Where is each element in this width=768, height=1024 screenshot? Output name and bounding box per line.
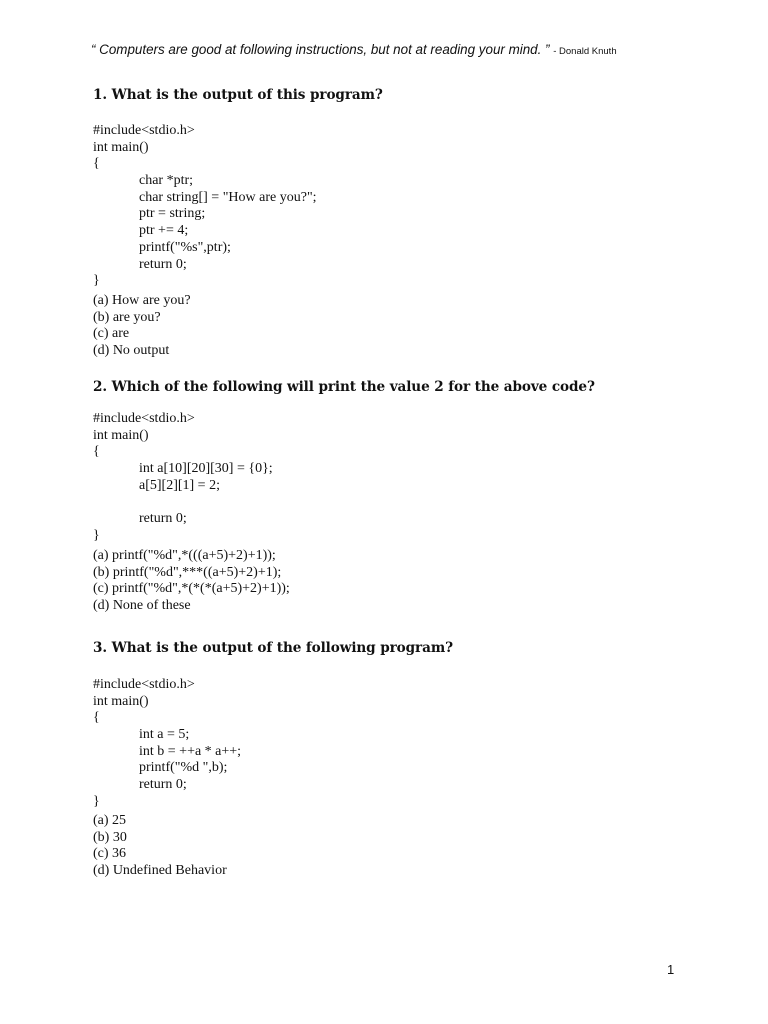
code-line: int a[10][20][30] = {0}; <box>139 461 273 477</box>
code-line: return 0; <box>139 777 187 793</box>
quote-text: “ Computers are good at following instructions, but not at reading your mind. ” <box>91 42 550 57</box>
option-a: (a) 25 <box>93 813 127 828</box>
option-c: (c) are <box>93 326 130 342</box>
code-line: { <box>93 156 100 172</box>
question-2-options <box>93 548 290 615</box>
epigraph-quote <box>91 42 731 57</box>
code-line: int main() <box>93 427 149 443</box>
code-line: #include<stdio.h> <box>93 123 195 138</box>
code-line: { <box>93 710 100 726</box>
code-line: } <box>93 273 100 289</box>
code-line: return 0; <box>139 511 187 527</box>
code-line: char string[] = "How are you?"; <box>139 189 317 205</box>
code-line: #include<stdio.h> <box>93 677 195 692</box>
question-3-options <box>93 813 227 880</box>
code-line: } <box>93 527 100 543</box>
code-line: char *ptr; <box>139 173 194 189</box>
code-line: ptr = string; <box>139 206 206 222</box>
quote-author: - Donald Knuth <box>553 46 617 57</box>
code-line: } <box>93 793 100 809</box>
code-line: { <box>93 444 100 460</box>
code-line: int main() <box>93 139 149 155</box>
code-line: printf("%d ",b); <box>139 760 228 776</box>
code-line: int b = ++a * a++; <box>139 743 242 759</box>
code-line: return 0; <box>139 256 187 272</box>
question-1-title: 1. What is the output of this program? <box>93 87 383 103</box>
question-3-title: 3. What is the output of the following program? <box>93 640 453 656</box>
question-3-code <box>93 677 241 811</box>
option-b: (b) printf("%d",***((a+5)+2)+1); <box>93 564 282 580</box>
code-line: int a = 5; <box>139 727 190 743</box>
option-c: (c) 36 <box>93 846 127 862</box>
question-2-title: 2. Which of the following will print the value 2 for the above code? <box>93 379 595 395</box>
question-1-code <box>93 123 317 290</box>
question-1-options <box>93 293 191 360</box>
code-line: ptr += 4; <box>139 223 189 239</box>
code-line: #include<stdio.h> <box>93 411 195 426</box>
option-b: (b) 30 <box>93 829 127 845</box>
page-number: 1 <box>667 962 675 977</box>
option-b: (b) are you? <box>93 309 161 325</box>
option-a: (a) printf("%d",*(((a+5)+2)+1)); <box>93 548 276 563</box>
question-2-code <box>93 411 273 545</box>
option-a: (a) How are you? <box>93 293 191 308</box>
option-d: (d) Undefined Behavior <box>93 863 227 879</box>
code-line: printf("%s",ptr); <box>139 239 231 255</box>
option-d: (d) None of these <box>93 598 191 614</box>
option-d: (d) No output <box>93 343 170 359</box>
option-c: (c) printf("%d",*(*(*(a+5)+2)+1)); <box>93 581 290 597</box>
code-line <box>93 494 273 511</box>
code-line: int main() <box>93 693 149 709</box>
code-line: a[5][2][1] = 2; <box>139 477 220 493</box>
